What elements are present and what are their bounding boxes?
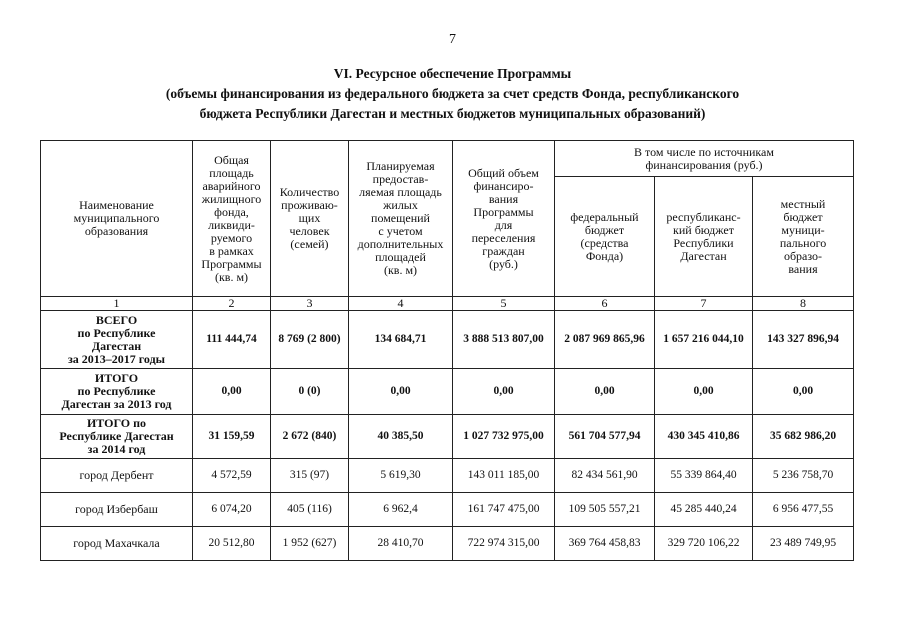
cell-federal: 2 087 969 865,96 xyxy=(555,311,655,369)
table-row-izberbash xyxy=(41,493,854,527)
header-sources-group: В том числе по источникам финансирования (руб.) xyxy=(555,141,854,177)
cell-area: 6 074,20 xyxy=(193,493,271,527)
cell-planned: 5 619,30 xyxy=(349,459,453,493)
cell-local: 5 236 758,70 xyxy=(753,459,854,493)
row-name: ИТОГО по Республике Дагестан за 2014 год xyxy=(41,415,193,459)
resource-table xyxy=(40,140,854,561)
cell-total: 161 747 475,00 xyxy=(453,493,555,527)
col-number: 3 xyxy=(271,297,349,311)
table-row-makhachkala xyxy=(41,527,854,561)
table-row-total-2013 xyxy=(41,369,854,415)
col-number: 7 xyxy=(655,297,753,311)
table-row-total-2014 xyxy=(41,415,854,459)
cell-planned: 134 684,71 xyxy=(349,311,453,369)
header-municipality: Наименование муниципального образования xyxy=(41,141,193,297)
cell-total: 0,00 xyxy=(453,369,555,415)
cell-area: 4 572,59 xyxy=(193,459,271,493)
cell-republic: 430 345 410,86 xyxy=(655,415,753,459)
header-federal: федеральный бюджет (средства Фонда) xyxy=(555,177,655,297)
cell-people: 405 (116) xyxy=(271,493,349,527)
cell-people: 1 952 (627) xyxy=(271,527,349,561)
cell-people: 8 769 (2 800) xyxy=(271,311,349,369)
cell-planned: 6 962,4 xyxy=(349,493,453,527)
header-area: Общая площадь аварийного жилищного фонда, ликвиди- руемого в рамках Программы (кв. м) xyxy=(193,141,271,297)
cell-local: 35 682 986,20 xyxy=(753,415,854,459)
cell-local: 143 327 896,94 xyxy=(753,311,854,369)
cell-area: 31 159,59 xyxy=(193,415,271,459)
row-name: город Махачкала xyxy=(41,527,193,561)
cell-local: 6 956 477,55 xyxy=(753,493,854,527)
cell-people: 2 672 (840) xyxy=(271,415,349,459)
header-planned-area: Планируемая предостав- ляемая площадь жилых помещений с учетом дополнительных площадей (кв. м) xyxy=(349,141,453,297)
heading-line-3: бюджета Республики Дагестан и местных бюджетов муниципальных образований) xyxy=(199,106,706,121)
cell-total: 722 974 315,00 xyxy=(453,527,555,561)
cell-federal: 561 704 577,94 xyxy=(555,415,655,459)
cell-republic: 0,00 xyxy=(655,369,753,415)
header-local: местный бюджет муници- пального образо- вания xyxy=(753,177,854,297)
cell-federal: 109 505 557,21 xyxy=(555,493,655,527)
col-number: 8 xyxy=(753,297,854,311)
header-republic: республиканс- кий бюджет Республики Дагестан xyxy=(655,177,753,297)
row-name: город Дербент xyxy=(41,459,193,493)
cell-people: 0 (0) xyxy=(271,369,349,415)
cell-local: 23 489 749,95 xyxy=(753,527,854,561)
section-heading xyxy=(0,64,905,124)
col-number: 4 xyxy=(349,297,453,311)
cell-planned: 0,00 xyxy=(349,369,453,415)
cell-local: 0,00 xyxy=(753,369,854,415)
col-number: 6 xyxy=(555,297,655,311)
row-name: ИТОГО по Республике Дагестан за 2013 год xyxy=(41,369,193,415)
col-number: 1 xyxy=(41,297,193,311)
cell-republic: 45 285 440,24 xyxy=(655,493,753,527)
cell-planned: 28 410,70 xyxy=(349,527,453,561)
cell-republic: 329 720 106,22 xyxy=(655,527,753,561)
table-row-derbent xyxy=(41,459,854,493)
row-name: ВСЕГО по Республике Дагестан за 2013–2017 годы xyxy=(41,311,193,369)
heading-line-1: VI. Ресурсное обеспечение Программы xyxy=(333,66,572,81)
cell-planned: 40 385,50 xyxy=(349,415,453,459)
col-number: 5 xyxy=(453,297,555,311)
cell-people: 315 (97) xyxy=(271,459,349,493)
column-number-row xyxy=(41,297,854,311)
cell-total: 143 011 185,00 xyxy=(453,459,555,493)
page-number: 7 xyxy=(449,32,456,47)
cell-total: 1 027 732 975,00 xyxy=(453,415,555,459)
cell-federal: 82 434 561,90 xyxy=(555,459,655,493)
cell-federal: 0,00 xyxy=(555,369,655,415)
row-name: город Избербаш xyxy=(41,493,193,527)
cell-area: 20 512,80 xyxy=(193,527,271,561)
col-number: 2 xyxy=(193,297,271,311)
cell-republic: 1 657 216 044,10 xyxy=(655,311,753,369)
cell-total: 3 888 513 807,00 xyxy=(453,311,555,369)
cell-area: 0,00 xyxy=(193,369,271,415)
cell-area: 111 444,74 xyxy=(193,311,271,369)
heading-line-2: (объемы финансирования из федерального бюджета за счет средств Фонда, республиканского xyxy=(165,86,740,101)
cell-republic: 55 339 864,40 xyxy=(655,459,753,493)
cell-federal: 369 764 458,83 xyxy=(555,527,655,561)
header-people: Количество проживаю- щих человек (семей) xyxy=(271,141,349,297)
table-row-total-2013-2017 xyxy=(41,311,854,369)
header-total-funding: Общий объем финансиро- вания Программы для переселения граждан (руб.) xyxy=(453,141,555,297)
